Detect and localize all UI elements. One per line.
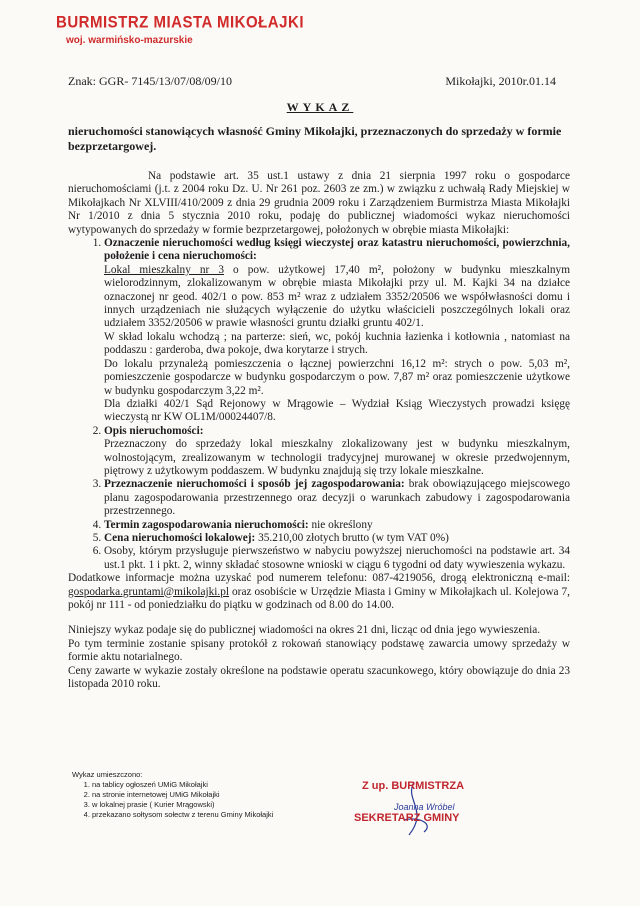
item2-heading: Opis nieruchomości:	[104, 424, 204, 437]
contact-paragraph	[68, 572, 570, 612]
list-item: 4. przekazano sołtysom sołectw z terenu Gminy Mikołajki	[92, 810, 273, 820]
list-item	[104, 532, 570, 545]
list-item: 2. na stronie internetowej UMiG Mikołajki	[92, 790, 273, 800]
property-list	[68, 237, 570, 572]
list-item	[104, 519, 570, 532]
intro-paragraph: Na podstawie art. 35 ust.1 ustawy z dnia 21 sierpnia 1997 roku o gospodarce nieruchomościami (j.t. z 2004 roku Dz. U. Nr 261 poz. 2603 ze zm.) w związku z uchwałą Rady Miejskiej w Mikołajkach Nr XLVIII/410/2009 z dnia 29 grudnia 2009 roku i Zarządzeniem Burmistrza Miasta Mikołajki Nr 1/2010 z dnia 5 stycznia 2010 roku, podaję do publicznej wiadomości wykaz nieruchomości wytypowanych do sprzedaży w formie bezprzetargowej, położonych w obrębie miasta Mikołajki:	[68, 170, 570, 236]
contact-pre: Dodatkowe informacje można uzyskać pod numerem telefonu: 087-4219056, drogą elektroniczną e-mail:	[68, 572, 570, 585]
item3-text: brak obowiązującego miejscowego planu zagospodarowania przestrzennego oraz decyzji o warunkach zabudowy i zagospodarowania przestrzennego.	[104, 478, 570, 518]
list-item	[104, 545, 570, 572]
list-item: 3. w lokalnej prasie ( Kurier Mrągowski)	[92, 800, 273, 810]
signature-line-3: SEKRETARZ GMINY	[354, 812, 460, 824]
item1-lokal: Lokal mieszkalny nr 3	[104, 263, 224, 276]
document-title: WYKAZ	[286, 100, 354, 114]
item1-text-3: Do lokalu przynależą pomieszczenia o łącznej powierzchni 16,12 m²: strych o pow. 5,03 m², pomieszczenie gospodarcze w budynku gospodarczym o pow. 7,87 m² oraz pomieszczenie użytkowe w budynku gospodarczym 3,22 m².	[104, 357, 570, 397]
stamp-line-1: BURMISTRZ MIASTA MIKOŁAJKI	[56, 13, 304, 32]
contact-email-link[interactable]: gospodarka.gruntami@mikolajki.pl	[68, 585, 230, 598]
item4-text: nie określony	[311, 518, 373, 531]
item5-heading: Cena nieruchomości lokalowej:	[104, 531, 256, 544]
item1-text-1: o pow. użytkowej 17,40 m², położony w budynku mieszkalnym wielorodzinnym, zlokalizowanym w obrębie miasta Mikołajki przy ul. M. Kajki 34 na działce oznaczonej nr geod. 402/1 o pow. 853 m² wraz z udziałem 3352/20506 we współwłasności domu i innych urządzeniach nie służących wyłączenie do użytku właścicieli poszczególnych lokali oraz udziałem 3352/20506 w prawie własności gruntu działki gruntu 402/1.	[104, 263, 570, 330]
list-item	[104, 425, 570, 479]
item1-heading: Oznaczenie nieruchomości według księgi wieczystej oraz katastru nieruchomości, powierzchnia, położenie i cena nieruchomości:	[104, 237, 570, 263]
item2-text: Przeznaczony do sprzedaży lokal mieszkalny zlokalizowany jest w budynku mieszkalnym, wolnostojącym, zrealizowanym w technologii tradycyjnej murowanej w okresie przedwojennym, piętrowy z użytkowym poddaszem. W budynku znajdują się trzy lokale mieszkalne.	[104, 438, 570, 477]
signature-name: Joanna Wróbel	[394, 802, 455, 812]
closing-paragraph-2: Po tym terminie zostanie spisany protokół z rokowań stanowiący podstawę zawarcia umowy sprzedaży w formie aktu notarialnego.	[68, 637, 570, 664]
list-item: 1. na tablicy ogłoszeń UMiG Mikołajki	[92, 780, 273, 790]
document-body	[68, 170, 570, 691]
list-item	[104, 237, 570, 425]
list-item	[104, 478, 570, 518]
footer-heading: Wykaz umieszczono:	[72, 770, 143, 779]
stamp-line-2: woj. warmińsko-mazurskie	[66, 35, 193, 46]
item6-text: Osoby, którym przysługuje pierwszeństwo w nabyciu powyższej nieruchomości na podstawie art. 34 ust.1 pkt. 1 i pkt. 2, winny składać stosowne wnioski w ciągu 6 tygodni od daty wywieszenia wykazu.	[104, 545, 570, 571]
mayor-stamp	[56, 14, 304, 46]
document-subtitle: nieruchomości stanowiących własność Gminy Mikołajki, przeznaczonych do sprzedaży w formie bezprzetargowej.	[68, 124, 562, 153]
posting-footer	[72, 770, 273, 820]
signature-line-1: Z up. BURMISTRZA	[362, 780, 465, 792]
signature-stamp	[354, 780, 504, 840]
place-date: Mikołajki, 2010r.01.14	[445, 74, 556, 88]
closing-paragraph-1: Niniejszy wykaz podaje się do publicznej wiadomości na okres 21 dni, licząc od dnia jego wywieszenia.	[68, 624, 541, 637]
contact-post: oraz osobiście w Urzędzie Miasta i Gminy w Mikołajkach ul. Kolejowa 7, pokój nr 111 - od poniedziałku do piątku w godzinach od 8.00 do 14.00.	[68, 585, 571, 611]
item1-text-2: W skład lokalu wchodzą ; na parterze: sień, wc, pokój kuchnia łazienka i kotłownia , natomiast na poddaszu : garderoba, dwa pokoje, dwa korytarze i strych.	[104, 330, 570, 357]
closing-paragraph-3: Ceny zawarte w wykazie zostały określone na podstawie operatu szacunkowego, który obowiązuje do dnia 23 listopada 2010 roku.	[68, 664, 570, 691]
item5-text: 35.210,00 złotych brutto (w tym VAT 0%)	[258, 531, 449, 544]
item1-text-4: Dla działki 402/1 Sąd Rejonowy w Mrągowie – Wydział Ksiąg Wieczystych prowadzi księgę wieczystą nr KW OL1M/00024407/8.	[104, 397, 570, 424]
reference-number: Znak: GGR- 7145/13/07/08/09/10	[68, 74, 232, 88]
footer-list	[72, 780, 273, 820]
item4-heading: Termin zagospodarowania nieruchomości:	[104, 518, 309, 531]
item3-heading: Przeznaczenie nieruchomości i sposób jej zagospodarowania:	[104, 478, 405, 491]
